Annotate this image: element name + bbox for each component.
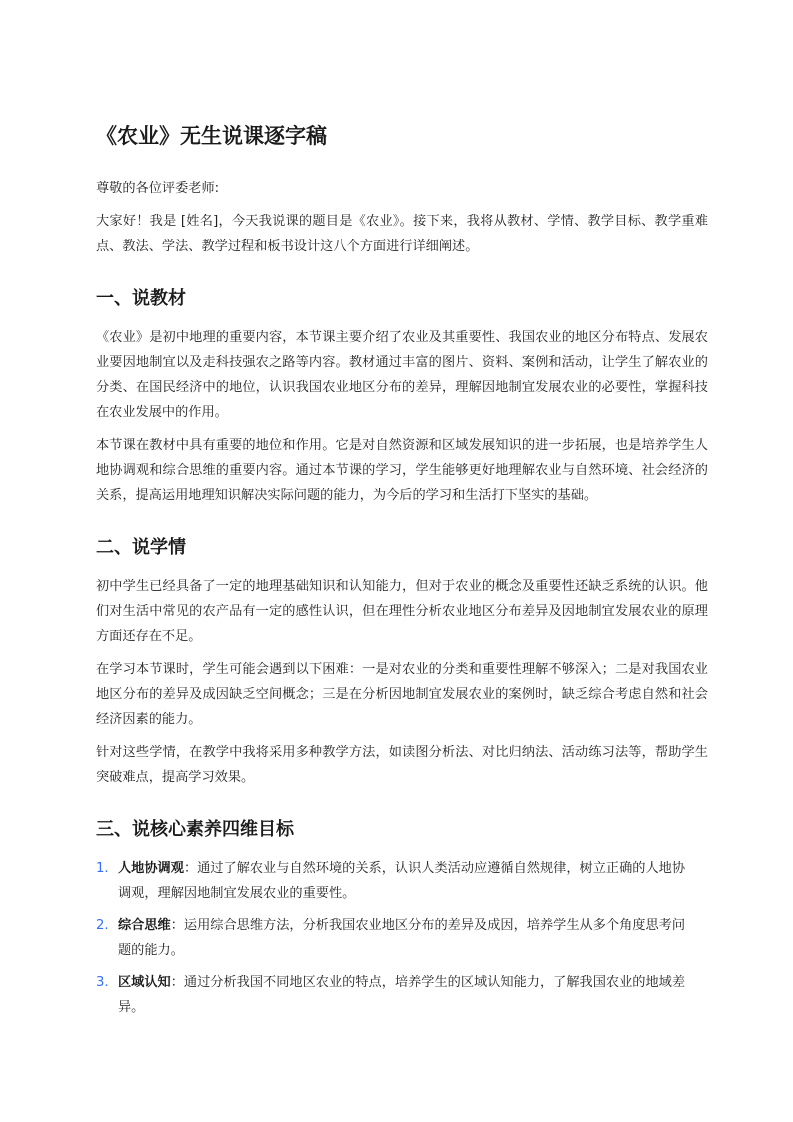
list-number: 3. (96, 975, 109, 990)
textbook-paragraph-1: 《农业》是初中地理的重要内容，本节课主要介绍了农业及其重要性、我国农业的地区分布特点、发展农业要因地制宜以及走科技强农之路等内容。教材通过丰富的图片、资料、案例和活动，让学生了解农业的分类、在国民经济中的地位，认识我国农业地区分布的差异，理解因地制宜发展农业的必要性，掌握科技在农业发展中的作用。 (96, 330, 708, 420)
section-heading-goals: 三、说核心素养四维目标 (96, 819, 294, 840)
greeting-text: 尊敬的各位评委老师: (96, 181, 220, 196)
list-number: 2. (96, 918, 109, 933)
intro-paragraph: 大家好！我是 [姓名]，今天我说课的题目是《农业》。接下来，我将从教材、学情、教学目标、教学重难点、教法、学法、教学过程和板书设计这八个方面进行详细阐述。 (96, 214, 708, 254)
goal-description: ：通过了解农业与自然环境的关系，认识人类活动应遵循自然规律，树立正确的人地协调观，理解因地制宜发展农业的重要性。 (118, 861, 686, 901)
students-paragraph-2: 在学习本节课时，学生可能会遇到以下困难：一是对农业的分类和重要性理解不够深入；二是对我国农业地区分布的差异及成因缺乏空间概念；三是在分析因地制宜发展农业的案例时，缺乏综合考虑自然和社会经济因素的能力。 (96, 662, 708, 727)
list-item-body (118, 856, 708, 906)
document-title: 《农业》无生说课逐字稿 (96, 124, 327, 148)
section-heading-students: 二、说学情 (96, 537, 186, 558)
list-number: 1. (96, 861, 109, 876)
goal-description: ：运用综合思维方法，分析我国农业地区分布的差异及成因，培养学生从多个角度思考问题的能力。 (118, 918, 686, 958)
goal-term: 综合思维 (118, 918, 171, 933)
list-item (96, 856, 708, 906)
list-item-body (118, 913, 708, 963)
goal-term: 人地协调观 (118, 861, 184, 876)
section-heading-textbook: 一、说教材 (96, 288, 186, 309)
goal-list (96, 856, 708, 1020)
students-paragraph-3: 针对这些学情，在教学中我将采用多种教学方法，如读图分析法、对比归纳法、活动练习法等，帮助学生突破难点，提高学习效果。 (96, 745, 708, 785)
list-item (96, 970, 708, 1020)
goal-term: 区域认知 (118, 975, 171, 990)
goal-description: ：通过分析我国不同地区农业的特点，培养学生的区域认知能力，了解我国农业的地域差异。 (118, 975, 686, 1015)
document-page (96, 118, 708, 1027)
students-paragraph-1: 初中学生已经具备了一定的地理基础知识和认知能力，但对于农业的概念及重要性还缺乏系统的认识。他们对生活中常见的农产品有一定的感性认识，但在理性分析农业地区分布差异及因地制宜发展农业的原理方面还存在不足。 (96, 579, 708, 644)
list-item-body (118, 970, 708, 1020)
textbook-paragraph-2: 本节课在教材中具有重要的地位和作用。它是对自然资源和区域发展知识的进一步拓展，也是培养学生人地协调观和综合思维的重要内容。通过本节课的学习，学生能够更好地理解农业与自然环境、社会经济的关系，提高运用地理知识解决实际问题的能力，为今后的学习和生活打下坚实的基础。 (96, 438, 708, 503)
list-item (96, 913, 708, 963)
